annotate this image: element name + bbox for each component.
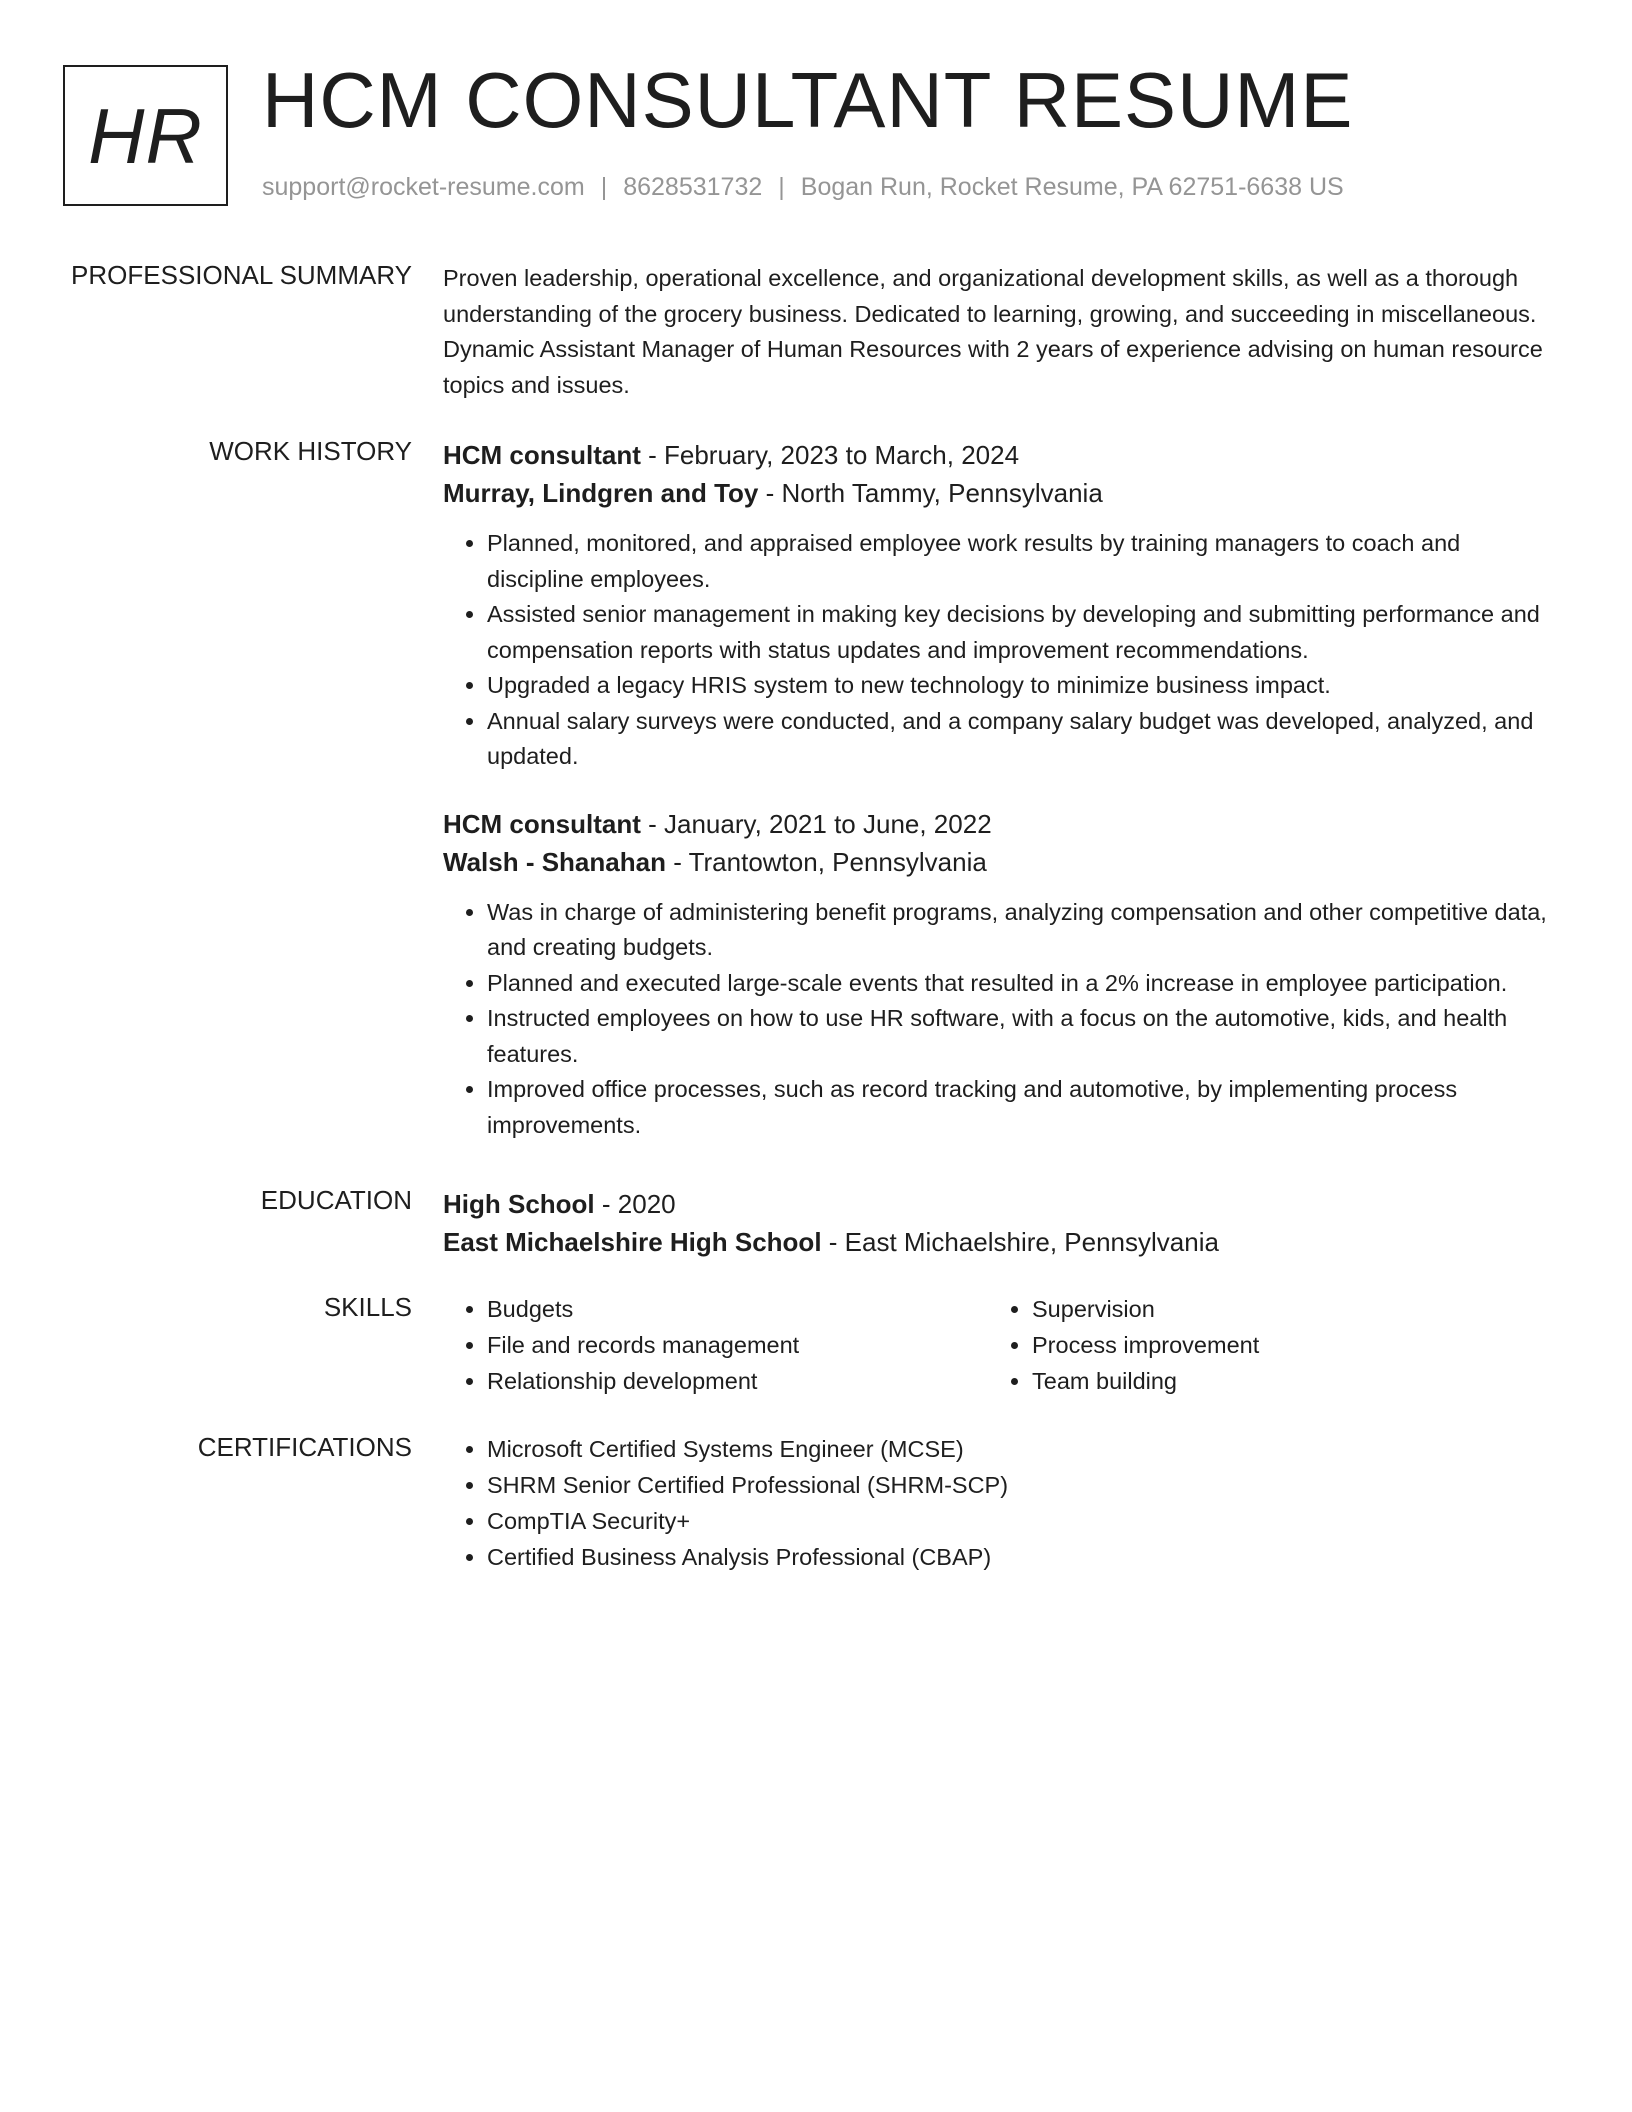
contact-phone: 8628531732	[623, 173, 763, 201]
section-label-education: EDUCATION	[260, 1185, 412, 1215]
contact-line	[262, 173, 1344, 202]
job-company: Murray, Lindgren and Toy	[443, 478, 759, 508]
job-bullet: • Assisted senior management in making key decisions by developing and submitting performance and compensation reports with status updates and improvement recommendations.	[487, 597, 1553, 668]
job-location: - Trantowton, Pennsylvania	[665, 846, 987, 877]
skills-column-left	[443, 1291, 988, 1399]
certification-item: • SHRM Senior Certified Professional (SHRM-SCP)	[487, 1467, 1553, 1503]
job-bullet: • Planned, monitored, and appraised employee work results by training managers to coach and discipline employees.	[487, 526, 1553, 597]
job-company-line	[443, 843, 1553, 881]
job-bullet: • Instructed employees on how to use HR software, with a focus on the automotive, kids, and health features.	[487, 1001, 1553, 1072]
education-school-line	[443, 1223, 1553, 1261]
job-bullets	[443, 895, 1553, 1144]
certification-item: • CompTIA Security+	[487, 1503, 1553, 1539]
job-bullet: • Planned and executed large-scale events that resulted in a 2% increase in employee participation.	[487, 966, 1553, 1002]
education-entry	[443, 1185, 1553, 1261]
job-title: HCM consultant	[443, 808, 641, 839]
job-title-line	[443, 805, 1553, 843]
skill-item: • Relationship development	[487, 1363, 988, 1399]
job-dates: - January, 2021 to June, 2022	[640, 808, 992, 839]
certification-item: • Certified Business Analysis Professional (CBAP)	[487, 1539, 1553, 1575]
skill-item: • File and records management	[487, 1327, 988, 1363]
education-degree: High School	[443, 1189, 595, 1219]
contact-address: Bogan Run, Rocket Resume, PA 62751-6638 US	[800, 173, 1344, 201]
section-label-summary: PROFESSIONAL SUMMARY	[71, 260, 412, 290]
monogram-box	[63, 65, 228, 206]
job-bullet: • Was in charge of administering benefit programs, analyzing compensation and other competitive data, and creating budgets.	[487, 895, 1553, 966]
contact-separator: |	[600, 173, 608, 201]
education-year: - 2020	[594, 1189, 676, 1219]
skill-item: • Budgets	[487, 1291, 988, 1327]
job-title: HCM consultant	[443, 440, 641, 470]
certification-item: • Microsoft Certified Systems Engineer (MCSE)	[487, 1431, 1553, 1467]
job-bullets	[443, 526, 1553, 775]
certifications-list	[443, 1431, 1553, 1575]
skill-item: • Supervision	[1032, 1291, 1533, 1327]
contact-email: support@rocket-resume.com	[262, 173, 585, 201]
education-degree-line	[443, 1185, 1553, 1223]
skill-item: • Team building	[1032, 1363, 1533, 1399]
job-bullet: • Annual salary surveys were conducted, and a company salary budget was developed, analyzed, and updated.	[487, 704, 1553, 775]
section-label-certifications: CERTIFICATIONS	[197, 1432, 412, 1462]
job-bullet: • Upgraded a legacy HRIS system to new technology to minimize business impact.	[487, 668, 1553, 704]
monogram-text: HR	[88, 92, 203, 180]
summary-text: Proven leadership, operational excellence, and organizational development skills, as well as a thorough understanding of the grocery business. Dedicated to learning, growing, and succeeding in miscellaneous. Dynamic Assistant Manager of Human Resources with 2 years of experience advising on human resource topics and issues.	[443, 265, 1543, 398]
skill-item: • Process improvement	[1032, 1327, 1533, 1363]
job-dates: - February, 2023 to March, 2024	[640, 440, 1020, 470]
job-company: Walsh - Shanahan	[443, 846, 666, 877]
work-history-list	[443, 436, 1553, 1143]
contact-separator: |	[778, 173, 785, 201]
job-entry	[443, 805, 1553, 1144]
job-company-line	[443, 474, 1553, 512]
resume-title: HCM CONSULTANT RESUME	[262, 56, 1354, 144]
education-school: East Michaelshire High School	[443, 1227, 822, 1257]
job-title-line	[443, 436, 1553, 474]
education-location: - East Michaelshire, Pennsylvania	[821, 1227, 1219, 1257]
skills-list	[443, 1291, 1553, 1399]
job-bullet: • Improved office processes, such as record tracking and automotive, by implementing process improvements.	[487, 1072, 1553, 1143]
job-entry	[443, 436, 1553, 775]
skills-column-right	[988, 1291, 1533, 1399]
job-location: - North Tammy, Pennsylvania	[758, 478, 1103, 508]
section-label-skills: SKILLS	[323, 1292, 412, 1322]
section-label-work: WORK HISTORY	[209, 436, 412, 466]
